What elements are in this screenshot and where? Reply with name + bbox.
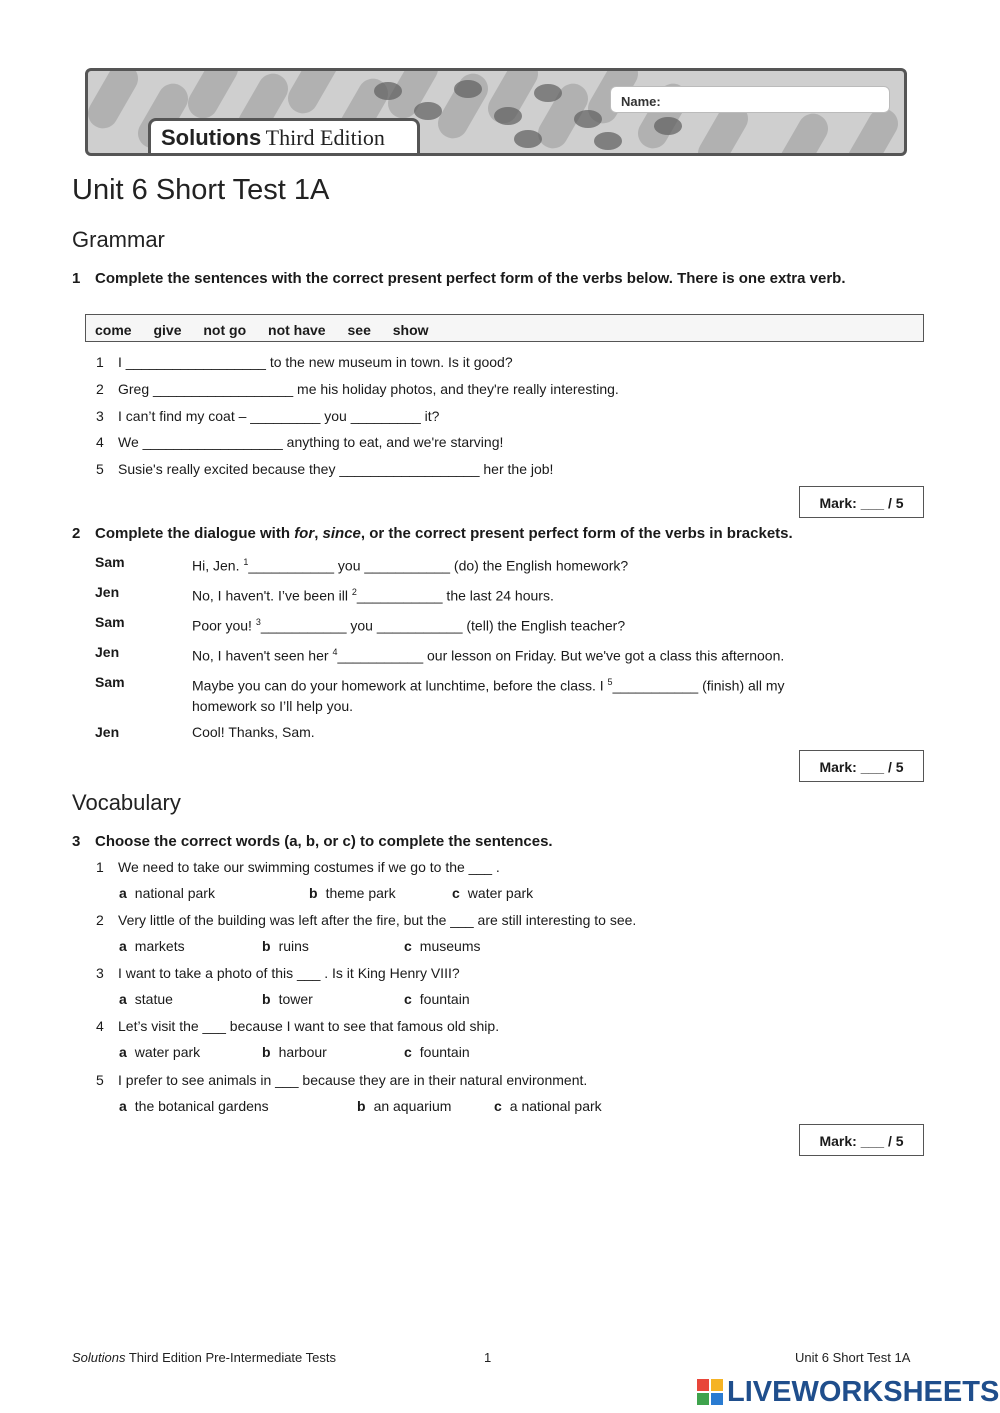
option-b[interactable] [262, 1044, 327, 1060]
question-text: I prefer to see animals in ___ because they are in their natural environment. [118, 1072, 588, 1088]
option-text: fountain [419, 991, 470, 1007]
footer-series-rest: Third Edition Pre-Intermediate Tests [125, 1350, 336, 1365]
brand-bold: Solutions [161, 125, 262, 150]
option-b[interactable] [262, 938, 309, 954]
page-title: Unit 6 Short Test 1A [72, 174, 330, 206]
footer-series: Solutions [72, 1350, 126, 1365]
page-number: 1 [484, 1350, 492, 1365]
option-b[interactable] [309, 885, 396, 901]
option-text: a national park [509, 1098, 602, 1114]
line-text: ___________ you ___________ (do) the English homework? [248, 557, 629, 574]
name-field[interactable] [610, 86, 890, 113]
item-text[interactable]: I can’t find my coat – _________ you _________ it? [118, 408, 440, 424]
option-letter: b [262, 991, 271, 1007]
option-letter: b [357, 1098, 366, 1114]
speaker-name: Sam [95, 674, 125, 690]
word-item: show [392, 322, 429, 338]
speaker-name: Sam [95, 554, 125, 570]
dialogue-line[interactable] [192, 582, 882, 606]
word-box [85, 314, 924, 342]
item-text[interactable]: We __________________ anything to eat, and we're starving! [118, 434, 504, 450]
option-text: ruins [278, 938, 309, 954]
question-text: Very little of the building was left after the fire, but the ___ are still interesting to see. [118, 912, 637, 928]
item-number: 2 [96, 912, 104, 928]
instruction-part: Complete the dialogue with [95, 525, 295, 542]
item-text[interactable]: Greg __________________ me his holiday photos, and they're really interesting. [118, 381, 619, 397]
item-number: 1 [96, 354, 104, 370]
option-b[interactable] [262, 991, 313, 1007]
option-c[interactable] [494, 1098, 602, 1114]
word-item: come [95, 322, 132, 338]
exercise-1-number: 1 [72, 270, 81, 287]
word-item: see [347, 322, 371, 338]
dialogue-line[interactable] [192, 642, 892, 666]
dialogue-line[interactable] [192, 672, 852, 716]
ex3-question [96, 1018, 499, 1034]
item-text[interactable]: Susie's really excited because they __________________ her the job! [118, 461, 554, 477]
grammar-heading: Grammar [72, 227, 165, 252]
instruction-since: since [322, 525, 361, 542]
gap-number: 1 [243, 557, 249, 567]
exercise-1-instruction: Complete the sentences with the correct present perfect form of the verbs below. There is one extra verb. [95, 270, 846, 287]
option-text: statue [134, 991, 173, 1007]
liveworksheets-logo [697, 1375, 999, 1409]
line-text: No, I haven't. I’ve been ill [192, 587, 352, 604]
option-b[interactable] [357, 1098, 451, 1114]
line-text: Hi, Jen. [192, 557, 244, 574]
option-letter: c [494, 1098, 502, 1114]
option-a[interactable] [119, 885, 215, 901]
line-text: ___________ (finish) all my homework so I’ll help you. [192, 677, 785, 714]
ex1-item [96, 408, 439, 424]
option-text: the botanical gardens [134, 1098, 269, 1114]
word-item: not have [268, 322, 326, 338]
option-text: an aquarium [373, 1098, 452, 1114]
item-text[interactable]: I __________________ to the new museum in town. Is it good? [118, 354, 513, 370]
mark-box-1: Mark: ___ / 5 [799, 486, 924, 518]
name-label: Name: [621, 94, 661, 109]
line-text: ___________ the last 24 hours. [356, 587, 554, 604]
ex1-item [96, 434, 503, 450]
option-text: fountain [419, 1044, 470, 1060]
word-item: not go [203, 322, 247, 338]
option-c[interactable] [452, 885, 533, 901]
item-number: 2 [96, 381, 104, 397]
option-letter: b [262, 938, 271, 954]
option-text: national park [134, 885, 215, 901]
option-letter: b [309, 885, 318, 901]
ex3-question [96, 1072, 587, 1088]
option-letter: c [404, 1044, 412, 1060]
option-letter: a [119, 885, 127, 901]
footer-left [72, 1350, 336, 1365]
option-letter: a [119, 938, 127, 954]
word-item: give [153, 322, 182, 338]
instruction-part: , [314, 525, 323, 542]
gap-number: 2 [351, 587, 357, 597]
exercise-2-instruction [95, 524, 935, 544]
option-text: water park [467, 885, 534, 901]
item-number: 1 [96, 859, 104, 875]
ex3-question [96, 965, 460, 981]
exercise-3-number: 3 [72, 833, 81, 850]
ex3-question [96, 912, 636, 928]
exercise-3-instruction: Choose the correct words (a, b, or c) to complete the sentences. [95, 833, 553, 850]
dialogue-line [192, 722, 882, 742]
liveworksheets-text: LIVEWORKSHEETS [727, 1375, 1000, 1408]
mark-box-3: Mark: ___ / 5 [799, 1124, 924, 1156]
gap-number: 4 [332, 647, 338, 657]
option-a[interactable] [119, 991, 173, 1007]
option-c[interactable] [404, 938, 480, 954]
option-a[interactable] [119, 1098, 269, 1114]
speaker-name: Jen [95, 724, 120, 740]
option-text: water park [134, 1044, 201, 1060]
option-letter: c [404, 938, 412, 954]
option-c[interactable] [404, 1044, 470, 1060]
speaker-name: Sam [95, 614, 125, 630]
question-text: Let’s visit the ___ because I want to see that famous old ship. [118, 1018, 500, 1034]
ex1-item [96, 461, 553, 477]
question-text: I want to take a photo of this ___ . Is it King Henry VIII? [118, 965, 460, 981]
line-text: ___________ our lesson on Friday. But we've got a class this afternoon. [337, 647, 785, 664]
speaker-name: Jen [95, 584, 120, 600]
option-text: markets [134, 938, 185, 954]
item-number: 4 [96, 434, 104, 450]
instruction-part: , or the correct present perfect form of the verbs in brackets. [360, 525, 793, 542]
exercise-2-number: 2 [72, 525, 81, 542]
line-text: ___________ you ___________ (tell) the English teacher? [260, 617, 626, 634]
option-text: harbour [278, 1044, 327, 1060]
ex1-item [96, 381, 619, 397]
option-text: museums [419, 938, 481, 954]
gap-number: 5 [607, 677, 613, 687]
vocabulary-heading: Vocabulary [72, 790, 181, 815]
footer-right: Unit 6 Short Test 1A [795, 1350, 911, 1365]
mark-box-2: Mark: ___ / 5 [799, 750, 924, 782]
option-text: tower [278, 991, 313, 1007]
option-letter: a [119, 1098, 127, 1114]
line-text: No, I haven't seen her [192, 647, 333, 664]
option-a[interactable] [119, 938, 185, 954]
option-text: theme park [325, 885, 396, 901]
option-letter: a [119, 991, 127, 1007]
dialogue-line[interactable] [192, 612, 882, 636]
line-text: Maybe you can do your homework at lunchtime, before the class. I [192, 677, 608, 694]
item-number: 3 [96, 408, 104, 424]
item-number: 5 [96, 1072, 104, 1088]
gap-number: 3 [255, 617, 261, 627]
ex3-question [96, 859, 500, 875]
brand-logo [148, 118, 420, 153]
question-text: We need to take our swimming costumes if we go to the ___ . [118, 859, 500, 875]
line-text: Poor you! [192, 617, 256, 634]
option-letter: c [452, 885, 460, 901]
logo-squares-icon [697, 1379, 723, 1405]
option-a[interactable] [119, 1044, 200, 1060]
item-number: 5 [96, 461, 104, 477]
item-number: 3 [96, 965, 104, 981]
option-c[interactable] [404, 991, 470, 1007]
brand-rest: Third Edition [265, 125, 385, 150]
option-letter: c [404, 991, 412, 1007]
option-letter: a [119, 1044, 127, 1060]
dialogue-line[interactable] [192, 552, 882, 576]
item-number: 4 [96, 1018, 104, 1034]
ex1-item [96, 354, 513, 370]
line-text: Cool! Thanks, Sam. [192, 724, 315, 740]
instruction-for: for [294, 525, 315, 542]
speaker-name: Jen [95, 644, 120, 660]
option-letter: b [262, 1044, 271, 1060]
